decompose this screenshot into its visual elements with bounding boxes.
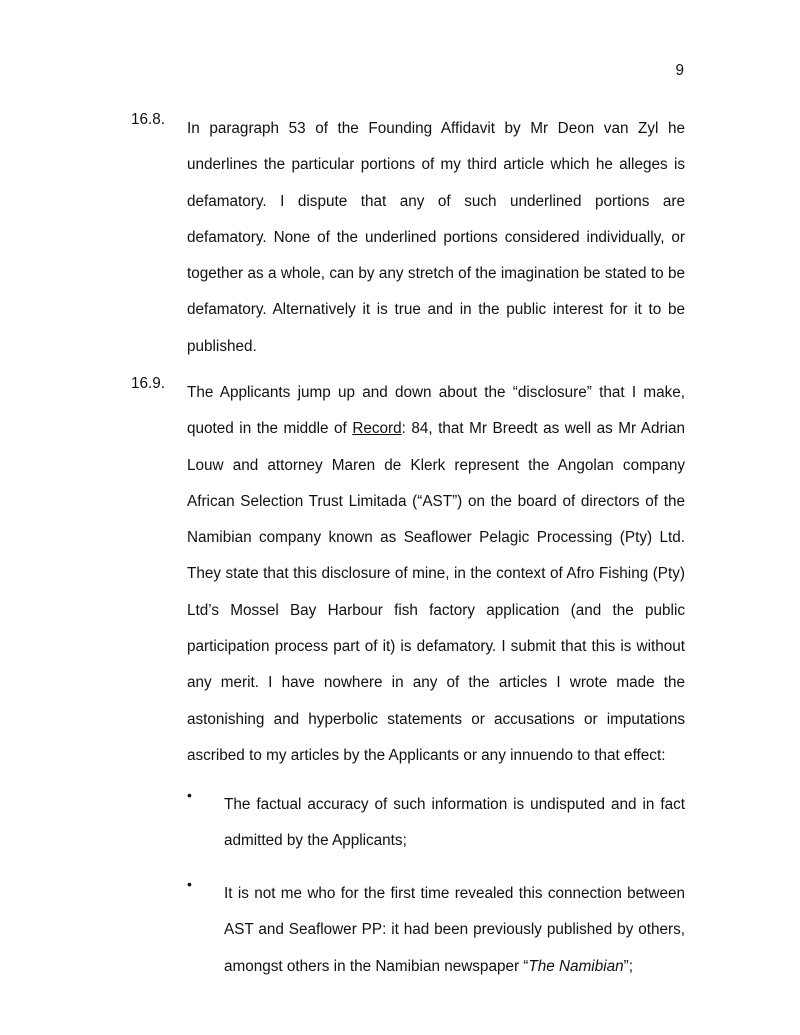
- paragraph-number: 16.9.: [131, 375, 166, 392]
- newspaper-title: The Namibian: [528, 957, 624, 975]
- page-number: 9: [675, 62, 684, 79]
- bullet-text: The factual accuracy of such information is undisputed and in fact admitted by the Applicants;: [224, 796, 685, 850]
- paragraph-text: In paragraph 53 of the Founding Affidavit by Mr Deon van Zyl he underlines the particular portions of my third article which he alleges is defamatory. I dispute that any of such underlined portions are defamatory. None of the underlined portions considered individually, or together as a whole, can by any stretch of the imagination be stated to be defamatory. Alternatively it is true and in the public interest for it to be published.: [187, 120, 685, 355]
- paragraph-text: [187, 375, 685, 774]
- paragraph-16-9: [131, 375, 685, 774]
- bullet-text-part: It is not me who for the first time revealed this connection between AST and Seaflower PP: it had been previously published by others, amongst others in the Namibian newspaper “: [224, 885, 685, 975]
- bullet-icon: •: [187, 876, 192, 892]
- paragraph-number: 16.8.: [131, 111, 166, 128]
- record-reference: Record: [352, 420, 402, 438]
- paragraph-text-part: The Applicants jump up and down about the “disclosure” that I make, quoted in the middle of: [187, 384, 685, 438]
- bullet-item: [187, 876, 685, 985]
- bullet-item: [187, 787, 685, 860]
- bullet-text-part: ”;: [623, 957, 633, 975]
- bullet-text: [224, 876, 685, 985]
- paragraph-16-8: [131, 111, 685, 365]
- bullet-icon: •: [187, 787, 192, 803]
- paragraph-text-part: : 84, that Mr Breedt as well as Mr Adrian Louw and attorney Maren de Klerk represent the Angolan company African Selection Trust Limitada (“AST”) on the board of directors of the Namibian company known as Seaflower Pelagic Processing (Pty) Ltd. They state that this disclosure of mine, in the context of Afro Fishing (Pty) Ltd’s Mossel Bay Harbour fish factory application (and the public participation process part of it) is defamatory. I submit that this is without any merit. I have nowhere in any of the articles I wrote made the astonishing and hyperbolic statements or accusations or imputations ascribed to my articles by the Applicants or any innuendo to that effect:: [187, 420, 685, 764]
